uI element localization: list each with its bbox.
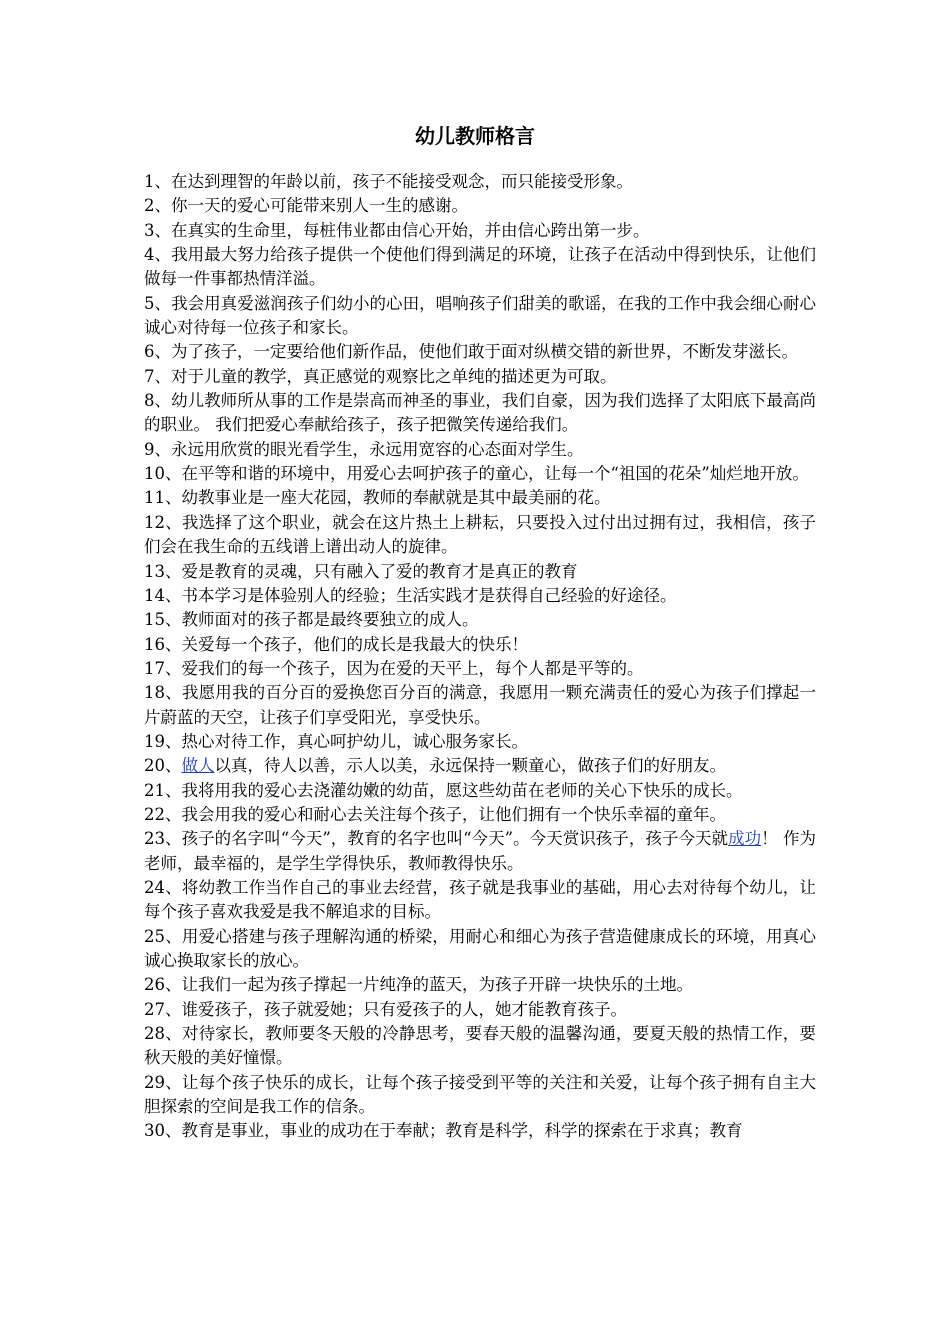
- document-title: 幼儿教师格言: [415, 124, 535, 148]
- quote-text: 24、将幼教工作当作自己的事业去经营，孩子就是我事业的基础，用心去对待每个幼儿，让每个孩子喜欢我爱是我不解追求的目标。: [144, 877, 816, 922]
- quote-text: 2、你一天的爱心可能带来别人一生的感谢。: [144, 196, 468, 216]
- quote-text: 21、我将用我的爱心去浇灌幼嫩的幼苗，愿这些幼苗在老师的关心下快乐的成长。: [144, 780, 743, 800]
- quote-item: [144, 608, 816, 632]
- quote-item: [144, 219, 816, 243]
- quote-item: [144, 243, 816, 292]
- quote-item: [144, 389, 816, 438]
- quote-text: 1、在达到理智的年龄以前，孩子不能接受观念，而只能接受形象。: [144, 172, 633, 191]
- quote-item: [144, 730, 816, 754]
- quote-text: 26、让我们一起为孩子撑起一片纯净的蓝天，为孩子开辟一块快乐的土地。: [144, 975, 693, 995]
- quote-text: 20、: [144, 756, 182, 776]
- quote-text: 3、在真实的生命里，每桩伟业都由信心开始，并由信心跨出第一步。: [144, 220, 650, 240]
- quote-item: [144, 486, 816, 510]
- quote-text: 10、在平等和谐的环境中，用爱心去呵护孩子的童心，让每一个“祖国的花朵”灿烂地开放。: [144, 464, 809, 484]
- quote-item: [144, 1022, 816, 1071]
- quote-text: ！ 作为老师，最幸福的，是学生学得快乐，教师教得快乐。: [144, 829, 816, 873]
- quote-item: [144, 803, 816, 827]
- quote-text: 14、书本学习是体验别人的经验；生活实践才是获得自己经验的好途径。: [144, 585, 677, 605]
- inline-link[interactable]: 成功: [728, 829, 762, 849]
- quote-item: [144, 170, 816, 194]
- quote-text: 9、永远用欣赏的眼光看学生，永远用宽容的心态面对学生。: [144, 439, 584, 459]
- quote-text: 23、孩子的名字叫“今天”，教育的名字也叫“今天”。今天赏识孩子，孩子今天就: [144, 829, 729, 849]
- quote-item: [144, 998, 816, 1022]
- quote-item: [144, 511, 816, 560]
- quote-text: 7、对于儿童的教学，真正感觉的观察比之单纯的描述更为可取。: [144, 366, 617, 386]
- quote-item: [144, 973, 816, 997]
- quote-text: 29、让每个孩子快乐的成长，让每个孩子接受到平等的关注和关爱，让每个孩子拥有自主大胆探索的空间是我工作的信条。: [144, 1072, 816, 1117]
- quote-item: [144, 1071, 816, 1120]
- quote-item: [144, 827, 816, 876]
- quote-item: [144, 292, 816, 341]
- quote-text: 22、我会用我的爱心和耐心去关注每个孩子，让他们拥有一个快乐幸福的童年。: [144, 804, 726, 824]
- quote-text: 30、教育是事业，事业的成功在于奉献；教育是科学，科学的探索在于求真；教育: [144, 1121, 743, 1141]
- quote-item: [144, 340, 816, 364]
- quote-text: 27、谁爱孩子，孩子就爱她；只有爱孩子的人，她才能教育孩子。: [144, 999, 627, 1019]
- quote-item: [144, 560, 816, 584]
- quote-text: 15、教师面对的孩子都是最终要独立的成人。: [144, 610, 479, 630]
- quote-item: [144, 194, 816, 218]
- quote-item: [144, 365, 816, 389]
- quote-item: [144, 438, 816, 462]
- quote-text: 13、爱是教育的灵魂，只有融入了爱的教育才是真正的教育: [144, 561, 578, 581]
- quote-item: [144, 681, 816, 730]
- quote-text: 8、幼儿教师所从事的工作是崇高而神圣的事业，我们自豪，因为我们选择了太阳底下最高尚的职业。 我们把爱心奉献给孩子，孩子把微笑传递给我们。: [144, 391, 816, 435]
- quote-text: 以真，待人以善，示人以美，永远保持一颗童心，做孩子们的好朋友。: [214, 756, 726, 776]
- quote-text: 17、爱我们的每一个孩子，因为在爱的天平上，每个人都是平等的。: [144, 658, 644, 678]
- quote-text: 28、对待家长，教师要冬天般的冷静思考，要春天般的温馨沟通，要夏天般的热情工作，要秋天般的美好憧憬。: [144, 1024, 816, 1068]
- quote-text: 4、我用最大努力给孩子提供一个使他们得到满足的环境，让孩子在活动中得到快乐，让他们做每一件事都热情洋溢。: [144, 245, 816, 289]
- quote-text: 18、我愿用我的百分百的爱换您百分百的满意，我愿用一颗充满责任的爱心为孩子们撑起一片蔚蓝的天空，让孩子们享受阳光，享受快乐。: [144, 683, 816, 727]
- quote-item: [144, 633, 816, 657]
- quote-item: [144, 925, 816, 974]
- quote-text: 5、我会用真爱滋润孩子们幼小的心田，唱响孩子们甜美的歌谣，在我的工作中我会细心耐心诚心对待每一位孩子和家长。: [144, 293, 816, 338]
- quote-item: [144, 1119, 816, 1143]
- quote-item: [144, 779, 816, 803]
- inline-link[interactable]: 做人: [181, 756, 215, 776]
- quote-text: 25、用爱心搭建与孩子理解沟通的桥梁，用耐心和细心为孩子营造健康成长的环境，用真心诚心换取家长的放心。: [144, 926, 816, 970]
- quote-item: [144, 754, 816, 778]
- quote-text: 12、我选择了这个职业，就会在这片热土上耕耘，只要投入过付出过拥有过，我相信，孩子们会在我生命的五线谱上谱出动人的旋律。: [144, 512, 816, 557]
- quote-text: 16、关爱每一个孩子，他们的成长是我最大的快乐！: [144, 634, 528, 654]
- quote-list: [144, 170, 816, 1144]
- quote-item: [144, 657, 816, 681]
- quote-item: [144, 462, 816, 486]
- quote-item: [144, 584, 816, 608]
- quote-text: 19、热心对待工作，真心呵护幼儿，诚心服务家长。: [144, 731, 528, 751]
- quote-text: 11、幼教事业是一座大花园，教师的奉献就是其中最美丽的花。: [144, 488, 611, 508]
- quote-item: [144, 876, 816, 925]
- quote-text: 6、为了孩子，一定要给他们新作品，使他们敢于面对纵横交错的新世界，不断发芽滋长。: [144, 342, 798, 362]
